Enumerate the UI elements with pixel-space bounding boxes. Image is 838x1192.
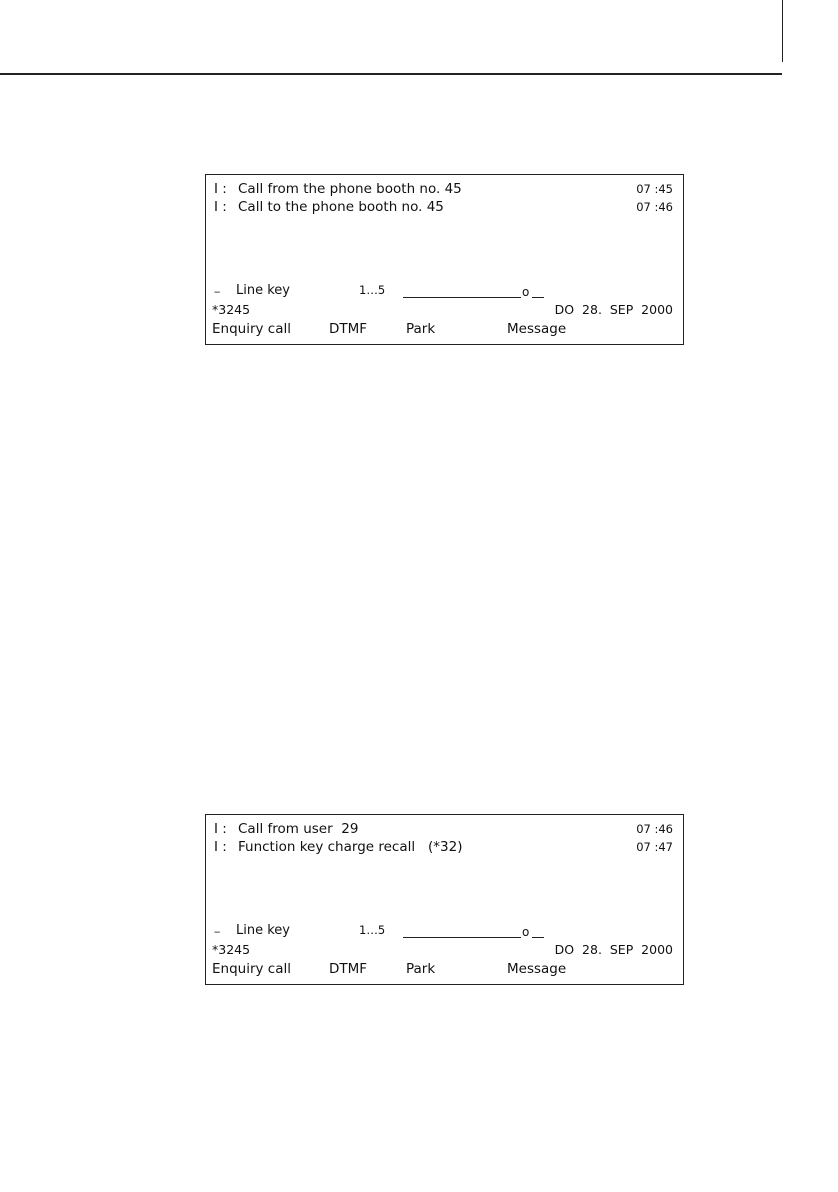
softkey-enquiry-call[interactable]: Enquiry call: [212, 321, 291, 337]
line-key-cursor: o: [522, 285, 530, 299]
line-key-range: 1…5: [359, 283, 386, 297]
extension-number: *3245: [212, 942, 251, 957]
line-key-label: Line key: [236, 283, 290, 298]
line-key-label: Line key: [236, 923, 290, 938]
softkey-park[interactable]: Park: [406, 961, 436, 977]
line-key-input-tail: [532, 297, 544, 298]
extension-number: *3245: [212, 302, 251, 317]
message-time: 07 :45: [636, 182, 673, 196]
line-key-input-field[interactable]: [403, 937, 521, 938]
line-key-row: [214, 283, 674, 301]
line-key-range: 1…5: [359, 923, 386, 937]
line-key-row: [214, 923, 674, 941]
message-time: 07 :46: [636, 822, 673, 836]
message-time: 07 :46: [636, 200, 673, 214]
message-time: 07 :47: [636, 840, 673, 854]
display-date: DO 28. SEP 2000: [554, 302, 673, 317]
softkey-dtmf[interactable]: DTMF: [329, 321, 368, 337]
softkey-bar: [212, 961, 672, 979]
line-key-input-tail: [532, 937, 544, 938]
message-text: Call from user 29: [238, 821, 359, 837]
softkey-dtmf[interactable]: DTMF: [329, 961, 368, 977]
message-text: Call to the phone booth no. 45: [238, 199, 444, 215]
softkey-park[interactable]: Park: [406, 321, 436, 337]
phone-display-2: [205, 814, 684, 985]
crop-mark: [782, 0, 783, 62]
message-text: Call from the phone booth no. 45: [238, 181, 462, 197]
line-key-cursor: o: [522, 925, 530, 939]
softkey-message[interactable]: Message: [507, 321, 567, 337]
softkey-bar: [212, 321, 672, 339]
softkey-message[interactable]: Message: [507, 961, 567, 977]
message-prefix: I :: [214, 199, 227, 215]
phone-display-1: [205, 174, 684, 345]
message-line: [214, 821, 358, 837]
message-prefix: I :: [214, 839, 227, 855]
message-prefix: I :: [214, 821, 227, 837]
message-line: [214, 839, 462, 855]
line-key-marker: --: [214, 927, 220, 938]
header-rule: [0, 73, 782, 75]
message-line: [214, 199, 444, 215]
line-key-input-field[interactable]: [403, 297, 521, 298]
softkey-enquiry-call[interactable]: Enquiry call: [212, 961, 291, 977]
message-text: Function key charge recall (*32): [238, 839, 463, 855]
line-key-marker: --: [214, 287, 220, 298]
message-prefix: I :: [214, 181, 227, 197]
display-date: DO 28. SEP 2000: [554, 942, 673, 957]
message-line: [214, 181, 462, 197]
